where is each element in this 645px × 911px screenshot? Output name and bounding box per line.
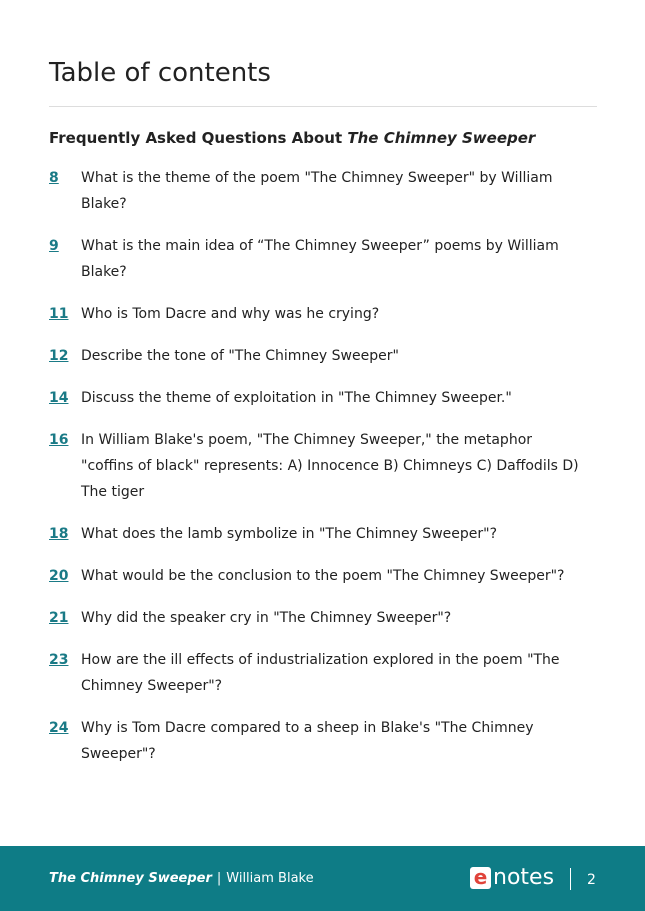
toc-page-link[interactable]: 20: [49, 568, 69, 584]
toc-item: [49, 343, 597, 369]
toc-question: How are the ill effects of industrialization explored in the poem "The Chimney Sweeper"?: [81, 652, 560, 694]
toc-item: [49, 521, 597, 547]
title-divider: [49, 106, 597, 107]
toc-page-link[interactable]: 18: [49, 526, 69, 542]
enotes-logo: [470, 865, 554, 891]
page-title: Table of contents: [49, 58, 271, 88]
footer-work-title: The Chimney Sweeper: [49, 871, 212, 886]
toc-question: Why is Tom Dacre compared to a sheep in Blake's "The Chimney Sweeper"?: [81, 720, 534, 762]
footer-citation: [49, 870, 314, 888]
toc-question: In William Blake's poem, "The Chimney Sweeper," the metaphor "coffins of black" represents: A) Innocence B) Chimneys C) Daffodils D) The tiger: [81, 432, 579, 500]
toc-page-link[interactable]: 23: [49, 652, 69, 668]
toc-list: [49, 165, 597, 783]
toc-item: [49, 165, 597, 217]
toc-question: What is the theme of the poem "The Chimney Sweeper" by William Blake?: [81, 170, 553, 212]
toc-page-link[interactable]: 14: [49, 390, 69, 406]
enotes-logo-e-icon: e: [470, 867, 491, 889]
footer-separator: |: [216, 871, 222, 886]
toc-page-link[interactable]: 12: [49, 348, 69, 364]
section-heading-prefix: Frequently Asked Questions About: [49, 129, 348, 147]
toc-item: [49, 647, 597, 699]
section-heading-title: The Chimney Sweeper: [347, 129, 536, 147]
toc-item: [49, 427, 597, 505]
toc-question: What is the main idea of “The Chimney Sweeper” poems by William Blake?: [81, 238, 559, 280]
page-footer: [0, 846, 645, 911]
toc-page-link[interactable]: 21: [49, 610, 69, 626]
toc-question: Why did the speaker cry in "The Chimney Sweeper"?: [81, 610, 452, 626]
toc-item: [49, 605, 597, 631]
toc-page-link[interactable]: 9: [49, 238, 59, 254]
toc-item: [49, 385, 597, 411]
toc-page-link[interactable]: 8: [49, 170, 59, 186]
page-number: 2: [587, 872, 596, 888]
toc-question: What does the lamb symbolize in "The Chimney Sweeper"?: [81, 526, 498, 542]
footer-divider: [570, 868, 571, 890]
toc-page-link[interactable]: 16: [49, 432, 69, 448]
toc-question: What would be the conclusion to the poem "The Chimney Sweeper"?: [81, 568, 565, 584]
toc-item: [49, 563, 597, 589]
toc-page-link[interactable]: 24: [49, 720, 69, 736]
section-heading: [49, 128, 535, 148]
toc-page-link[interactable]: 11: [49, 306, 69, 322]
toc-item: [49, 715, 597, 767]
enotes-logo-wordmark: notes: [493, 865, 555, 890]
toc-question: Describe the tone of "The Chimney Sweeper": [81, 348, 399, 364]
toc-item: [49, 301, 597, 327]
toc-question: Discuss the theme of exploitation in "The Chimney Sweeper.": [81, 390, 512, 406]
footer-author: William Blake: [226, 871, 314, 886]
toc-question: Who is Tom Dacre and why was he crying?: [81, 306, 380, 322]
toc-item: [49, 233, 597, 285]
